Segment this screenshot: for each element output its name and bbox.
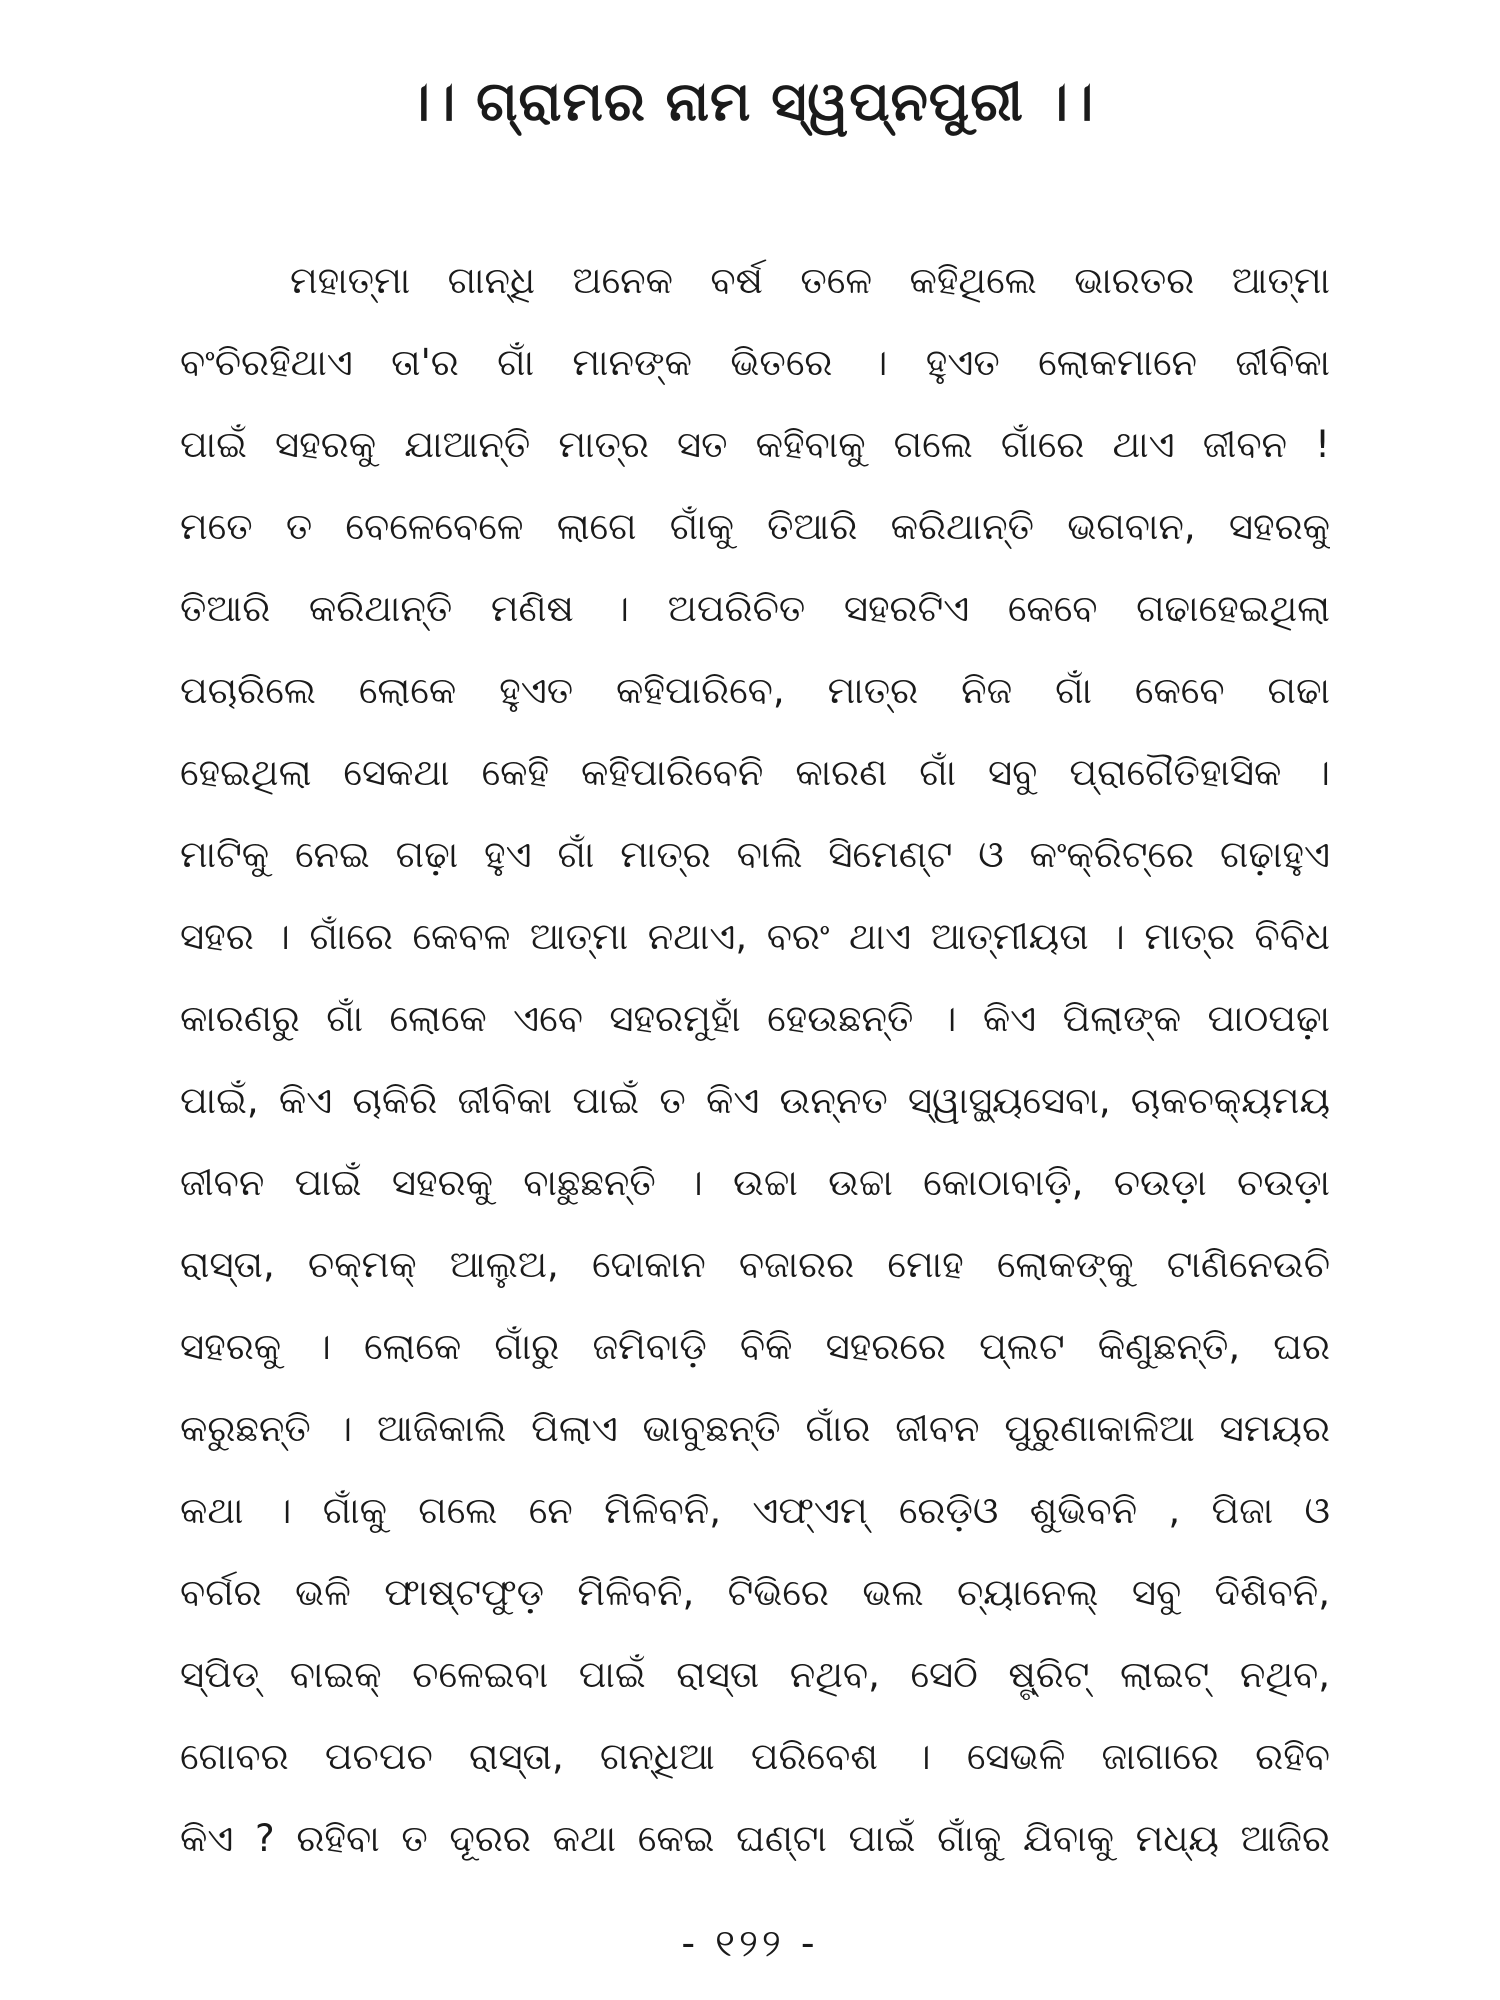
text-line: କରୁଛନ୍ତି । ଆଜିକାଲି ପିଲାଏ ଭାବୁଛନ୍ତି ଗାଁର ଜୀବନ ପୁରୁଣାକାଳିଆ ସମୟର — [180, 1407, 1330, 1450]
text-line: ପଚାରିଲେ ଲୋକେ ହୁଏତ କହିପାରିବେ, ମାତ୍ର ନିଜ ଗାଁ କେବେ ଗଢା — [180, 669, 1330, 712]
text-line: ମାଟିକୁ ନେଇ ଗଢ଼ା ହୁଏ ଗାଁ ମାତ୍ର ବାଲି ସିମେଣ୍ଟ ଓ କଂକ୍ରିଟ୍‌ରେ ଗଢ଼ାହୁଏ — [180, 833, 1330, 876]
text-line: ମହାତ୍ମା ଗାନ୍ଧି ଅନେକ ବର୍ଷ ତଳେ କହିଥିଲେ ଭାରତର ଆତ୍ମା — [290, 259, 1330, 302]
text-line: ସ୍ପିଡ୍ ବାଇକ୍ ଚଳେଇବା ପାଇଁ ରାସ୍ତା ନଥିବ, ସେଠି ଷ୍ଟ୍ରିଟ୍ ଲାଇଟ୍ ନଥିବ, — [180, 1653, 1330, 1696]
text-line: ହେଇଥିଲା ସେକଥା କେହି କହିପାରିବେନି କାରଣ ଗାଁ ସବୁ ପ୍ରାଗୈତିହାସିକ । — [180, 751, 1330, 794]
text-line: ବର୍ଗର ଭଳି ଫାଷ୍ଟଫୁଡ଼ ମିଳିବନି, ଟିଭିରେ ଭଲ ଚ୍ୟାନେଲ୍ ସବୁ ଦିଶିବନି, — [180, 1571, 1330, 1614]
text-line: ବଂଚିରହିଥାଏ ତା'ର ଗାଁ ମାନଙ୍କ ଭିତରେ । ହୁଏତ ଲୋକମାନେ ଜୀବିକା — [180, 341, 1330, 384]
text-line: କିଏ ? ରହିବା ତ ଦୂରର କଥା କେଇ ଘଣ୍ଟା ପାଇଁ ଗାଁକୁ ଯିବାକୁ ମଧ୍ୟ ଆଜିର — [180, 1817, 1330, 1860]
text-line: ଗୋବର ପଚପଚ ରାସ୍ତା, ଗନ୍ଧିଆ ପରିବେଶ । ସେଭଳି ଜାଗାରେ ରହିବ — [180, 1735, 1330, 1778]
text-line: ରାସ୍ତା, ଚକ୍‌ମକ୍ ଆଲୁଅ, ଦୋକାନ ବଜାରର ମୋହ ଲୋକଙ୍କୁ ଟାଣିନେଉଚି — [180, 1243, 1330, 1286]
page-title: ।। ଗ୍ରାମର ନାମ ସ୍ୱପ୍ନପୁରୀ ।। — [405, 70, 1095, 133]
text-line: ସହରକୁ । ଲୋକେ ଗାଁରୁ ଜମିବାଡ଼ି ବିକି ସହରରେ ପ୍ଲଟ କିଣୁଛନ୍ତି, ଘର — [180, 1325, 1330, 1368]
text-line: କାରଣରୁ ଗାଁ ଲୋକେ ଏବେ ସହରମୁହାଁ ହେଉଛନ୍ତି । କିଏ ପିଲାଙ୍କ ପାଠପଢ଼ା — [180, 997, 1330, 1040]
text-line: ପାଇଁ, କିଏ ଚାକିରି ଜୀବିକା ପାଇଁ ତ କିଏ ଉନ୍ନତ ସ୍ୱାସ୍ଥ୍ୟସେବା, ଚାକଚକ୍ୟମୟ — [180, 1079, 1330, 1122]
text-line: ସହର । ଗାଁରେ କେବଳ ଆତ୍ମା ନଥାଏ, ବରଂ ଥାଏ ଆତ୍ମୀୟତା । ମାତ୍ର ବିବିଧ — [180, 915, 1330, 958]
text-line: ଜୀବନ ପାଇଁ ସହରକୁ ବାଛୁଛନ୍ତି । ଉଚ୍ଚା ଉଚ୍ଚା କୋଠାବାଡ଼ି, ଚଉଡ଼ା ଚଉଡ଼ା — [180, 1161, 1330, 1204]
text-line: ମତେ ତ ବେଳେବେଳେ ଲାଗେ ଗାଁକୁ ତିଆରି କରିଥାନ୍ତି ଭଗବାନ, ସହରକୁ — [180, 505, 1330, 548]
text-line: ତିଆରି କରିଥାନ୍ତି ମଣିଷ । ଅପରିଚିତ ସହରଟିଏ କେବେ ଗଢାହେଇଥିଲା — [180, 587, 1330, 630]
text-line: କଥା । ଗାଁକୁ ଗଲେ ନେ ମିଳିବନି, ଏଫ୍‌ଏମ୍ ରେଡ଼ିଓ ଶୁଭିବନି , ପିଜା ଓ — [180, 1489, 1330, 1532]
page-number: - ୧୨୨ - — [681, 1921, 819, 1965]
text-line: ପାଇଁ ସହରକୁ ଯାଆନ୍ତି ମାତ୍ର ସତ କହିବାକୁ ଗଲେ ଗାଁରେ ଥାଏ ଜୀବନ ! — [180, 423, 1330, 466]
body-paragraph — [180, 240, 1330, 1880]
